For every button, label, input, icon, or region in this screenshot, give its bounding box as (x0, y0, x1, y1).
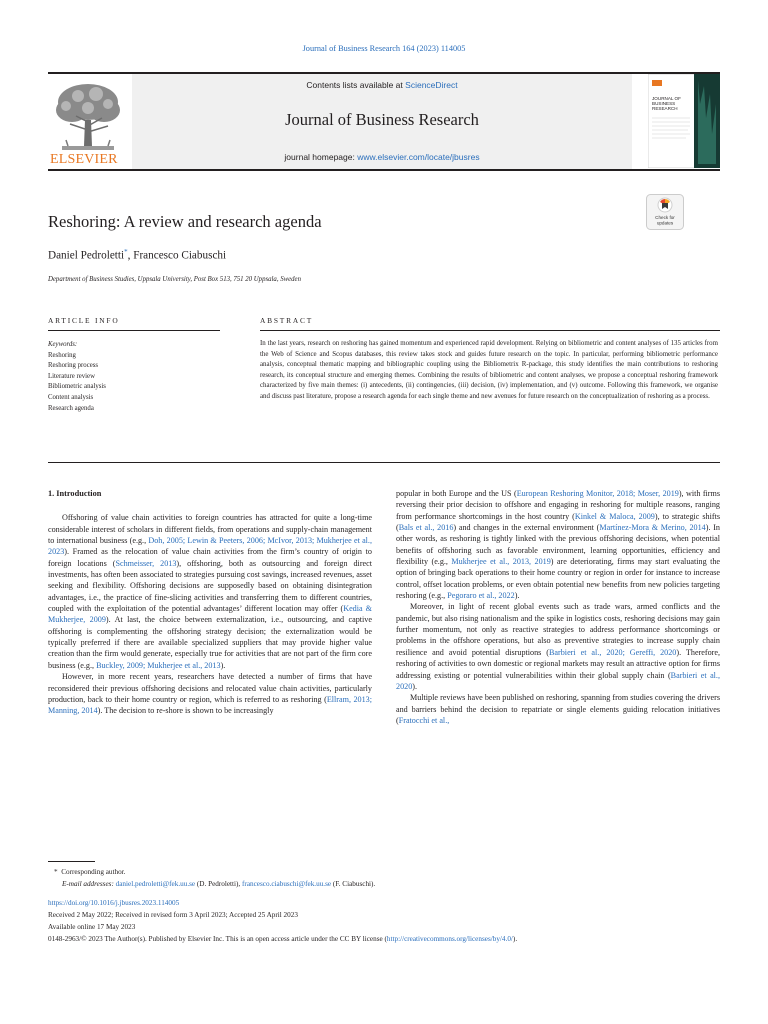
corresponding-author-mark[interactable]: * (124, 248, 128, 256)
divider (48, 462, 720, 463)
email-link[interactable]: francesco.ciabuschi@fek.uu.se (242, 880, 332, 888)
footnotes (48, 866, 728, 890)
check-label-1: Check for (655, 215, 675, 220)
keywords-label: Keywords: (48, 341, 78, 348)
citation-link[interactable]: European Reshoring Monitor, 2018; Moser, 2019 (516, 489, 679, 498)
article-title: Reshoring: A review and research agenda (48, 212, 322, 231)
body-paragraph: Offshoring of value chain activities to foreign countries has attracted for quite a long-time considerable interest of scholars in different fields, from operations and supply-chain management to international business (e.g., Doh, 2005; Lewin & Peeters, 2006; McIvor, 2013; Mukherjee et al., 2023). Framed as the relocation of value chain activities from the firm’s country of origin to foreign locations (Schmeisser, 2013), offshoring, both as outsourcing and foreign direct investments, has often been associated to strategies pursuing cost savings, increased revenues, asset seeking and flexibility. Offshoring decisions are supposedly based on obtaining disintegration advantages, i.e., the practice of fine-slicing activities and transferring them to different countries, coupled with the exploitation of the potential advantages’ different location may offer (Kedia & Mukherjee, 2009). At last, the choice between externalization, i.e., outsourcing, and captive offshoring is complementing the offshoring strategy decision; the externalization would be typically preferred if there are available specialized suppliers that may provide higher value creation than the firm would generate, especially true for activities that are not part of the firm core business (e.g., Buckley, 2009; Mukherjee et al., 2013). (48, 513, 372, 670)
citation-link[interactable]: Martínez-Mora & Merino, 2014 (599, 523, 706, 533)
citation-link[interactable]: Pegoraro et al., 2022 (447, 591, 515, 601)
citation-link[interactable]: Barbieri et al., 2020; Gereffi, 2020 (549, 647, 677, 657)
citation-link[interactable]: Bals et al., 2016 (398, 523, 454, 533)
journal-banner (132, 74, 632, 169)
citation-link[interactable]: Buckley, 2009; Mukherjee et al., 2013 (96, 660, 221, 670)
contents-line (132, 80, 632, 90)
author-name[interactable]: , Francesco Ciabuschi (127, 249, 227, 262)
journal-cover-thumbnail[interactable] (648, 74, 720, 168)
cover-line-2: BUSINESS (652, 101, 676, 106)
section-heading: 1. Introduction (48, 489, 102, 498)
author-name[interactable]: Daniel Pedroletti (48, 249, 125, 262)
body-paragraph: However, in more recent years, researchers have detected a number of firms that have reconsidered their previous offshoring decisions and relocated value chain activities, particularly production, back to their home country or region, which is referred to as reshoring (Ellram, 2013; Manning, 2014). The decision to re-shore is shown to be increasingly (48, 672, 372, 716)
citation-link[interactable]: Barbieri et al., 2020 (396, 670, 720, 691)
available-online: Available online 17 May 2023 (48, 923, 136, 931)
citation-link[interactable]: Schmeisser, 2013 (115, 558, 177, 568)
body-paragraph: Multiple reviews have been published on reshoring, spanning from studies covering the drivers and barriers behind the decision to repatriate or single elements guiding relocation initiatives (Fratocchi et al., (396, 693, 720, 725)
contents-prefix: Contents lists available at (306, 80, 403, 90)
citation-link[interactable]: Fratocchi et al., (398, 715, 450, 725)
keyword[interactable]: Bibliometric analysis (48, 383, 106, 391)
homepage-line (132, 152, 632, 162)
doi-link[interactable]: https://doi.org/10.1016/j.jbusres.2023.114005 (48, 899, 180, 907)
body-paragraph: popular in both Europe and the US (European Reshoring Monitor, 2018; Moser, 2019), with firms reversing their prior decision to offshore and engaging in reshoring for multiple reasons, ranging from performance shortcomings in the host country (Kinkel & Maloca, 2009), to strategic shifts (Bals et al., 2016) and changes in the external environment (Martínez-Mora & Merino, 2014). In other words, as reshoring is tightly linked with the previous offshoring decisions, when potential benefits of offshoring such as favorable environment, learning opportunities, efficiency and flexibility (e.g., Mukherjee et al., 2013, 2019) are deteriorating, firms may start evaluating the option of bringing back operations to their home country or region in order for instance to increase control, offset location problems, or even obtain potential new benefits from new policies targeting reshoring (e.g., Pegoraro et al., 2022). (396, 489, 721, 601)
email-link[interactable]: daniel.pedroletti@fek.uu.se (115, 880, 196, 888)
citation-link[interactable]: Kedia & Mukherjee, 2009 (48, 604, 372, 625)
received-dates: Received 2 May 2022; Received in revised form 3 April 2023; Accepted 25 April 2023 (48, 911, 298, 919)
keyword[interactable]: Research agenda (48, 404, 94, 412)
body-column-left (48, 488, 372, 717)
affiliation: Department of Business Studies, Uppsala University, Post Box 513, 751 20 Uppsala, Sweden (48, 276, 301, 283)
check-for-updates-badge[interactable] (646, 194, 684, 230)
abstract-heading: ABSTRACT (260, 316, 314, 325)
license-note: 0148-2963/© 2023 The Author(s). Published by Elsevier Inc. This is an open access article under the CC BY license (http://creativecommons.org/licenses/by/4.0/). (48, 935, 518, 943)
abstract-text: In the last years, research on reshoring has gained momentum and experienced rapid development. Relying on bibliometric and content analyses of 135 articles from the Web of Science and Scopus databases, this review takes stock and guides future research on the topic. In particular, performing bibliometric performance analysis, conceptual thematic mapping and bibliographic coupling using the Bibliometrix R-package, this study identifies the main contributions to reshoring research, its conceptual structure and emerging themes. Combining the results of bibliometric and content analyses, we propose a conceptual reshoring framework characterized by five main themes: (i) antecedents, (ii) contingencies, (iii) decision, (iv) implementation, and (v) outcome. Following this framework, we organise and discuss past literature, propose a research agenda for each single theme and new avenues for future research on the conceptualization of reshoring as a process. (260, 340, 718, 400)
author-list (48, 248, 226, 262)
divider (260, 330, 720, 331)
keywords-block (48, 340, 218, 414)
masthead (48, 72, 720, 171)
check-label-2: updates (656, 220, 674, 226)
citation-link[interactable]: Mukherjee et al., 2013, 2019 (451, 557, 551, 567)
journal-reference[interactable]: Journal of Business Research 164 (2023) 114005 (302, 44, 466, 53)
footnote-divider (48, 861, 95, 862)
citation-link[interactable]: Doh, 2005; Lewin & Peeters, 2006; McIvor, 2013; Mukherjee et al., 2023 (48, 536, 372, 557)
article-info-heading: ARTICLE INFO (48, 316, 120, 325)
license-link[interactable]: http://creativecommons.org/licenses/by/4.0/ (386, 935, 513, 943)
homepage-label: journal homepage: (284, 152, 355, 162)
body-paragraph: Moreover, in light of recent global events such as trade wars, armed conflicts and the pandemic, but also rising nationalism and the spike in logistics costs, reshoring decisions may gain further momentum, not only as reactive strategies to address performance shortcomings or problems in the offshore operations, but also as preventive strategies to increase supply chain resilience and avoid potential disruptions (Barbieri et al., 2020; Gereffi, 2020). Therefore, reshoring of activities to own domestic or regional markets may result an attractive option for firms addressing existing or potential vulnerabilities within their global supply chain (Barbieri et al., 2020). (396, 602, 720, 691)
cover-line-1: JOURNAL OF (652, 96, 681, 101)
homepage-link[interactable]: www.elsevier.com/locate/jbusres (357, 152, 480, 162)
body-column-right (396, 488, 720, 726)
citation-link[interactable]: Ellram, 2013; Manning, 2014 (48, 694, 372, 716)
cover-line-3: RESEARCH (652, 106, 678, 111)
sciencedirect-link[interactable]: ScienceDirect (405, 80, 458, 90)
divider (48, 330, 220, 331)
keyword[interactable]: Reshoring (48, 351, 76, 359)
keyword[interactable]: Content analysis (48, 393, 94, 401)
publisher-name: ELSEVIER (50, 152, 118, 167)
journal-title: Journal of Business Research (285, 110, 479, 129)
corresponding-author-note: * Corresponding author. (54, 868, 126, 876)
keyword[interactable]: Reshoring process (48, 362, 99, 370)
keyword[interactable]: Literature review (48, 372, 95, 380)
citation-link[interactable]: Kinkel & Maloca, 2009 (574, 511, 655, 521)
email-note: E-mail addresses: daniel.pedroletti@fek.uu.se (D. Pedroletti), francesco.ciabuschi@fek.uu.se (F. Ciabuschi). (62, 880, 376, 888)
publication-info (48, 897, 728, 945)
